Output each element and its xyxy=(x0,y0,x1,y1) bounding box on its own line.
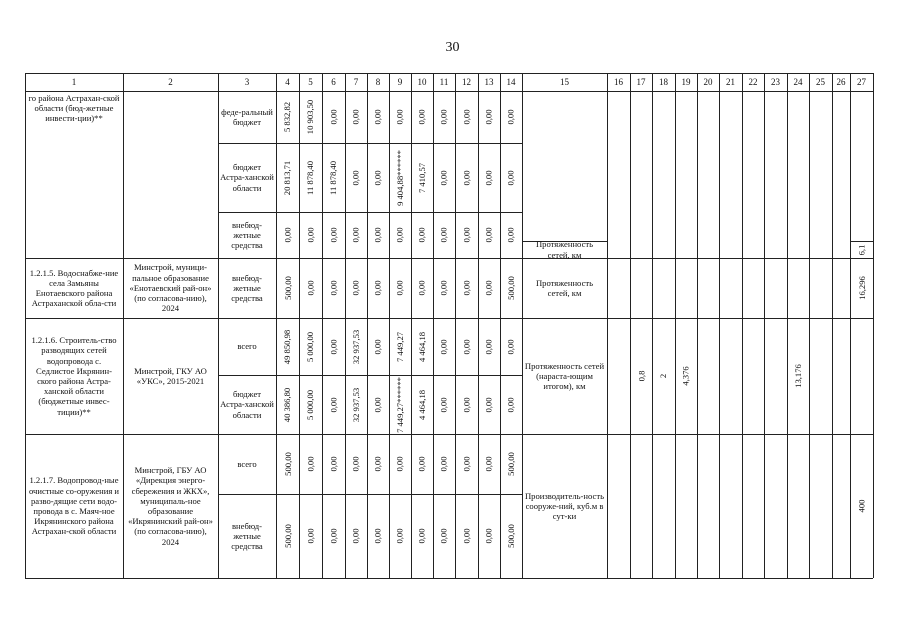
b3-col7-cell xyxy=(345,318,367,375)
b1-row2-source: внебюд-жетные средства xyxy=(231,219,263,251)
b3-col13: 0,00 xyxy=(483,338,494,355)
b1-row1-col4-cell xyxy=(276,143,299,212)
b3-row0-source: всего xyxy=(237,341,257,352)
b3-col17-cell xyxy=(630,318,652,434)
b1-row1-col11: 0,00 xyxy=(438,169,449,186)
b3-col5-cell xyxy=(299,318,322,375)
b4-col14: 500,00 xyxy=(506,452,517,476)
b1-row1-col9: 9 404,88****** xyxy=(395,149,406,206)
b2-indicator-cell xyxy=(522,258,607,318)
b4-col7: 0,00 xyxy=(350,456,361,472)
b2-col12-cell xyxy=(455,258,478,318)
b1-row0-col8: 0,00 xyxy=(372,109,383,125)
column-header-25: 25 xyxy=(816,77,825,87)
b1-row2-col8: 0,00 xyxy=(372,227,383,243)
b3-col5-cell xyxy=(299,375,322,434)
b1-row1-col10: 7 410,57 xyxy=(417,162,428,193)
b1-row0-col14-cell xyxy=(500,91,522,143)
b4-executor: Минстрой, ГБУ АО «Дирекция энерго-сбережения и ЖКХ», муниципаль-ное образование «Икрянинский рай-он» (по согласова-нию), 2024 xyxy=(128,465,213,547)
b4-col4: 500,00 xyxy=(282,524,293,548)
b1-row0-col14: 0,00 xyxy=(505,109,516,125)
b1-col27-cell xyxy=(850,241,873,258)
b3-col14: 0,00 xyxy=(505,338,516,355)
b3-col17: 0,8 xyxy=(636,370,646,382)
b1-row2-source-cell xyxy=(218,212,276,258)
b1-row2-col10-cell xyxy=(411,212,433,258)
b3-col13: 0,00 xyxy=(483,396,494,413)
column-header-21: 21 xyxy=(726,77,735,87)
b1-row0-source-cell xyxy=(218,91,276,143)
b1-row2-col5: 0,00 xyxy=(305,227,316,243)
column-header-14: 14 xyxy=(506,77,516,87)
b3-col6-cell xyxy=(322,375,345,434)
b1-row1-col13-cell xyxy=(478,143,500,212)
b1-row1-col14-cell xyxy=(500,143,522,212)
b3-col11: 0,00 xyxy=(438,396,449,413)
b4-col27-cell xyxy=(850,434,873,578)
grid-vline-21 xyxy=(742,73,743,578)
b1-row2-col11: 0,00 xyxy=(438,227,449,243)
b3-col10-cell xyxy=(411,318,433,375)
b3-col4: 49 850,98 xyxy=(282,329,293,364)
b2-col9-cell xyxy=(389,258,411,318)
column-header-8: 8 xyxy=(375,77,381,87)
column-header-5: 5 xyxy=(308,77,313,87)
b3-indicator-cell xyxy=(522,318,607,434)
b3-col12-cell xyxy=(455,375,478,434)
b3-col18: 2 xyxy=(658,373,669,379)
b3-col7-cell xyxy=(345,375,367,434)
b3-col4-cell xyxy=(276,318,299,375)
b4-col4: 500,00 xyxy=(282,452,293,476)
b3-measure-name: 1.2.1.6. Строитель-ство разводящих сетей водопровода с. Седлистое Икрянин-ского района Астра-ханской области (бюджетные инвес-тиции)** xyxy=(31,335,117,417)
column-header-11: 11 xyxy=(439,77,449,87)
b2-col4-cell xyxy=(276,258,299,318)
b4-col11: 0,00 xyxy=(438,456,449,472)
b1-row1-col6: 11 878,40 xyxy=(328,160,339,195)
b4-col8-cell xyxy=(367,494,389,578)
grid-vline-20 xyxy=(719,73,720,578)
b2-col10-cell xyxy=(411,258,433,318)
b3-col7: 32 937,53 xyxy=(351,329,361,364)
grid-vline-19 xyxy=(697,73,698,578)
b1-row1-col8-cell xyxy=(367,143,389,212)
b3-indicator: Протяженность сетей (нараста-ющим итогом), км xyxy=(524,360,605,392)
b3-col19: 4,376 xyxy=(681,366,691,386)
b4-col9-cell xyxy=(389,494,411,578)
b1-row2-col10: 0,00 xyxy=(416,227,427,243)
b2-executor: Минстрой, муници-пальное образование «Енотаевский рай-он» (по согласова-нию), 2024 xyxy=(129,262,212,314)
b4-col11-cell xyxy=(433,494,455,578)
grid-vline-27 xyxy=(873,73,874,578)
b1-row0-col9-cell xyxy=(389,91,411,143)
column-header-19: 19 xyxy=(681,77,691,87)
column-header-16: 16 xyxy=(614,77,623,87)
b4-col6-cell xyxy=(322,494,345,578)
b3-col9: 7 449,27****** xyxy=(395,376,406,433)
b4-measure-name-cell xyxy=(25,434,123,578)
b3-col8: 0,00 xyxy=(372,396,383,413)
b4-col13-cell xyxy=(478,434,500,494)
column-header-9: 9 xyxy=(397,77,403,87)
b1-row0-col13-cell xyxy=(478,91,500,143)
b2-col8: 0,00 xyxy=(372,280,383,296)
column-header-2: 2 xyxy=(168,77,173,87)
b2-col14: 500,00 xyxy=(506,276,517,300)
column-header-24: 24 xyxy=(793,77,803,87)
b4-col4-cell xyxy=(276,434,299,494)
b1-measure-name-cell xyxy=(25,91,123,258)
b1-row1-col13: 0,00 xyxy=(483,169,494,186)
table-bottom-border xyxy=(25,578,873,579)
b4-col12: 0,00 xyxy=(461,456,472,472)
b1-row0-col11: 0,00 xyxy=(438,109,449,125)
b1-row0-col4-cell xyxy=(276,91,299,143)
b2-col11-cell xyxy=(433,258,455,318)
b1-row2-col6-cell xyxy=(322,212,345,258)
b4-measure-name: 1.2.1.7. Водопровод-ные очистные со-оружения и разво-дящие сети водо-провода в с. Маяч-ное Икрянинского района Астрахан-ской области xyxy=(28,475,120,537)
b1-row2-col8-cell xyxy=(367,212,389,258)
b3-col14-cell xyxy=(500,375,522,434)
column-header-3: 3 xyxy=(244,77,250,87)
b4-col5: 0,00 xyxy=(305,528,316,544)
b2-col11: 0,00 xyxy=(438,280,449,296)
b4-col14: 500,00 xyxy=(506,524,517,548)
b3-col4-cell xyxy=(276,375,299,434)
b1-indicator-cell xyxy=(522,241,607,258)
b4-row0-source-cell xyxy=(218,434,276,494)
b1-row2-col13: 0,00 xyxy=(483,227,494,243)
b2-col6-cell xyxy=(322,258,345,318)
b4-executor-cell xyxy=(123,434,218,578)
b4-indicator-cell xyxy=(522,434,607,578)
b1-row2-col9-cell xyxy=(389,212,411,258)
b3-col9-cell xyxy=(389,318,411,375)
b1-row1-col6-cell xyxy=(322,143,345,212)
b1-row0-source: феде-ральный бюджет xyxy=(221,106,273,127)
b4-col6: 0,00 xyxy=(328,528,339,544)
b3-col8-cell xyxy=(367,375,389,434)
b1-row1-col11-cell xyxy=(433,143,455,212)
b2-col5: 0,00 xyxy=(305,280,316,296)
b4-col9: 0,00 xyxy=(394,528,405,544)
b4-col5-cell xyxy=(299,494,322,578)
b1-row1-col10-cell xyxy=(411,143,433,212)
column-header-27: 27 xyxy=(857,77,866,87)
b1-row1-col14: 0,00 xyxy=(505,169,516,186)
grid-vline-25 xyxy=(832,73,833,578)
column-header-7: 7 xyxy=(353,77,359,87)
b1-row1-col9-cell xyxy=(389,143,411,212)
b3-col9-cell xyxy=(389,375,411,434)
b3-col12-cell xyxy=(455,318,478,375)
b2-executor-cell xyxy=(123,258,218,318)
b2-source-cell xyxy=(218,258,276,318)
b3-col18-cell xyxy=(652,318,675,434)
b3-executor-cell xyxy=(123,318,218,434)
b1-row2-col7: 0,00 xyxy=(350,227,361,243)
b4-col8: 0,00 xyxy=(372,456,383,472)
b1-row2-col14-cell xyxy=(500,212,522,258)
b3-col14: 0,00 xyxy=(505,396,516,413)
b4-col7-cell xyxy=(345,494,367,578)
b3-col5: 5 000,00 xyxy=(305,389,316,420)
b4-col8-cell xyxy=(367,434,389,494)
b1-row1-col5-cell xyxy=(299,143,322,212)
b3-col11-cell xyxy=(433,318,455,375)
column-header-10: 10 xyxy=(417,77,427,87)
b2-col7-cell xyxy=(345,258,367,318)
b1-row2-col11-cell xyxy=(433,212,455,258)
b4-col12: 0,00 xyxy=(461,528,472,544)
b4-col5: 0,00 xyxy=(305,456,316,472)
b1-row1-source-cell xyxy=(218,143,276,212)
b1-row2-col12-cell xyxy=(455,212,478,258)
b1-row0-col6-cell xyxy=(322,91,345,143)
b1-col27: 6,1 xyxy=(856,244,867,255)
b4-col12-cell xyxy=(455,434,478,494)
column-header-12: 12 xyxy=(462,77,471,87)
b4-row1-source: внебюд-жетные средства xyxy=(231,520,263,552)
b4-col27: 400 xyxy=(856,499,867,513)
b4-col9: 0,00 xyxy=(394,456,405,472)
b4-indicator: Производитель-ность сооруже-ний, куб.м в сут-ки xyxy=(524,490,605,522)
b1-row1-col12-cell xyxy=(455,143,478,212)
b1-row2-col13-cell xyxy=(478,212,500,258)
b4-col9-cell xyxy=(389,434,411,494)
column-header-26: 26 xyxy=(836,77,846,87)
b3-col10-cell xyxy=(411,375,433,434)
b1-row0-col4: 5 832,82 xyxy=(282,101,293,133)
column-header-20: 20 xyxy=(703,77,713,87)
b1-row0-col5: 10 903,50 xyxy=(305,99,316,135)
b1-row0-col12: 0,00 xyxy=(461,109,472,125)
b2-measure-name-cell xyxy=(25,258,123,318)
b4-col14-cell xyxy=(500,494,522,578)
b1-row2-col4: 0,00 xyxy=(282,227,293,243)
b3-col19-cell xyxy=(675,318,697,434)
b1-row0-col13: 0,00 xyxy=(483,109,494,125)
b2-col9: 0,00 xyxy=(394,280,405,296)
b2-col10: 0,00 xyxy=(416,280,427,296)
b1-measure-name: го района Астрахан-ской области (бюд-жетные инвести-ции)** xyxy=(28,93,120,124)
b4-row1-source-cell xyxy=(218,494,276,578)
b3-col11-cell xyxy=(433,375,455,434)
b4-col13-cell xyxy=(478,494,500,578)
grid-vline-15 xyxy=(607,73,608,578)
b1-row0-col9: 0,00 xyxy=(394,109,405,125)
b4-col7-cell xyxy=(345,434,367,494)
b4-col10-cell xyxy=(411,494,433,578)
b4-col10: 0,00 xyxy=(416,528,427,544)
b3-col5: 5 000,00 xyxy=(305,331,316,362)
b1-row2-col12: 0,00 xyxy=(461,227,472,243)
b3-col14-cell xyxy=(500,318,522,375)
b1-indicator: Протяженность сетей, км xyxy=(535,239,594,260)
b3-col13-cell xyxy=(478,318,500,375)
column-header-13: 13 xyxy=(484,77,494,87)
b2-col6: 0,00 xyxy=(328,280,339,296)
column-header-6: 6 xyxy=(331,77,336,87)
page-number: 30 xyxy=(445,40,460,55)
column-header-18: 18 xyxy=(659,77,668,87)
b3-col6: 0,00 xyxy=(328,338,339,355)
column-header-23: 23 xyxy=(771,77,780,87)
b3-col24: 13,176 xyxy=(793,364,804,388)
b2-col4: 500,00 xyxy=(282,276,293,300)
column-header-15: 15 xyxy=(560,77,569,87)
b1-row0-col11-cell xyxy=(433,91,455,143)
b4-col12-cell xyxy=(455,494,478,578)
b3-col9: 7 449,27 xyxy=(395,331,406,362)
b4-col4-cell xyxy=(276,494,299,578)
b3-col7: 32 937,53 xyxy=(351,387,361,422)
grid-vline-22 xyxy=(764,73,765,578)
b3-col8-cell xyxy=(367,318,389,375)
b2-col14-cell xyxy=(500,258,522,318)
b4-col6-cell xyxy=(322,434,345,494)
b1-row1-col12: 0,00 xyxy=(461,169,472,186)
b1-row1-source: бюджет Астра-ханской области xyxy=(220,162,274,193)
b1-row0-col10-cell xyxy=(411,91,433,143)
b2-measure-name: 1.2.1.5. Водоснабже-ние села Замьяны Енотаевского района Астраханской обла-сти xyxy=(29,267,119,309)
b3-col13-cell xyxy=(478,375,500,434)
b1-row2-col5-cell xyxy=(299,212,322,258)
b3-col11: 0,00 xyxy=(438,338,449,355)
b3-col24-cell xyxy=(787,318,809,434)
b1-row0-col8-cell xyxy=(367,91,389,143)
b4-col6: 0,00 xyxy=(328,456,339,472)
b4-col10-cell xyxy=(411,434,433,494)
b4-col14-cell xyxy=(500,434,522,494)
b4-col11: 0,00 xyxy=(438,528,449,544)
b2-col27: 16,296 xyxy=(856,276,867,300)
b1-row1-col4: 20 813,71 xyxy=(282,160,293,195)
b4-col11-cell xyxy=(433,434,455,494)
b1-row2-col6: 0,00 xyxy=(328,227,339,243)
b3-col10: 4 464,18 xyxy=(417,389,428,420)
b2-col13-cell xyxy=(478,258,500,318)
b3-col6-cell xyxy=(322,318,345,375)
column-header-4: 4 xyxy=(285,77,290,87)
b1-row2-col7-cell xyxy=(345,212,367,258)
b1-row0-col12-cell xyxy=(455,91,478,143)
b2-col5-cell xyxy=(299,258,322,318)
b3-col8: 0,00 xyxy=(372,338,383,355)
b1-row0-col10: 0,00 xyxy=(416,109,427,125)
b3-col12: 0,00 xyxy=(461,338,472,355)
b4-col8: 0,00 xyxy=(372,528,383,544)
b4-row0-source: всего xyxy=(237,458,257,469)
b1-row1-col8: 0,00 xyxy=(372,169,383,186)
b2-col8-cell xyxy=(367,258,389,318)
b3-col6: 0,00 xyxy=(328,396,339,413)
grid-vline-24 xyxy=(809,73,810,578)
b2-indicator: Протяженность сетей, км xyxy=(535,277,594,298)
b1-row0-col7-cell xyxy=(345,91,367,143)
b3-col10: 4 464,18 xyxy=(417,331,428,362)
b3-col12: 0,00 xyxy=(461,396,472,413)
b4-col10: 0,00 xyxy=(416,456,427,472)
b1-row2-col9: 0,00 xyxy=(394,227,405,243)
column-header-17: 17 xyxy=(636,77,646,87)
b1-row0-col6: 0,00 xyxy=(328,109,339,125)
column-header-22: 22 xyxy=(748,77,758,87)
b1-row1-col7: 0,00 xyxy=(350,169,361,186)
b1-row0-col7: 0,00 xyxy=(350,109,361,125)
b1-row1-col5: 11 878,40 xyxy=(305,160,316,195)
b4-col7: 0,00 xyxy=(350,528,361,544)
b2-col27-cell xyxy=(850,258,873,318)
b3-row1-source: бюджет Астра-ханской области xyxy=(220,389,274,420)
b4-col13: 0,00 xyxy=(483,528,494,544)
b2-col12: 0,00 xyxy=(461,280,472,296)
b4-col13: 0,00 xyxy=(483,456,494,472)
b3-executor: Минстрой, ГКУ АО «УКС», 2015-2021 xyxy=(134,365,207,386)
b1-row0-col5-cell xyxy=(299,91,322,143)
b3-measure-name-cell xyxy=(25,318,123,434)
b2-col7: 0,00 xyxy=(350,280,361,296)
column-header-1: 1 xyxy=(71,77,77,87)
b1-row2-col14: 0,00 xyxy=(505,227,516,243)
b2-source: внебюд-жетные средства xyxy=(231,272,263,304)
b1-row1-col7-cell xyxy=(345,143,367,212)
b2-col13: 0,00 xyxy=(483,280,494,296)
b3-row0-source-cell xyxy=(218,318,276,375)
b1-row2-col4-cell xyxy=(276,212,299,258)
b3-col4: 40 386,80 xyxy=(282,387,293,422)
b3-row1-source-cell xyxy=(218,375,276,434)
b4-col5-cell xyxy=(299,434,322,494)
